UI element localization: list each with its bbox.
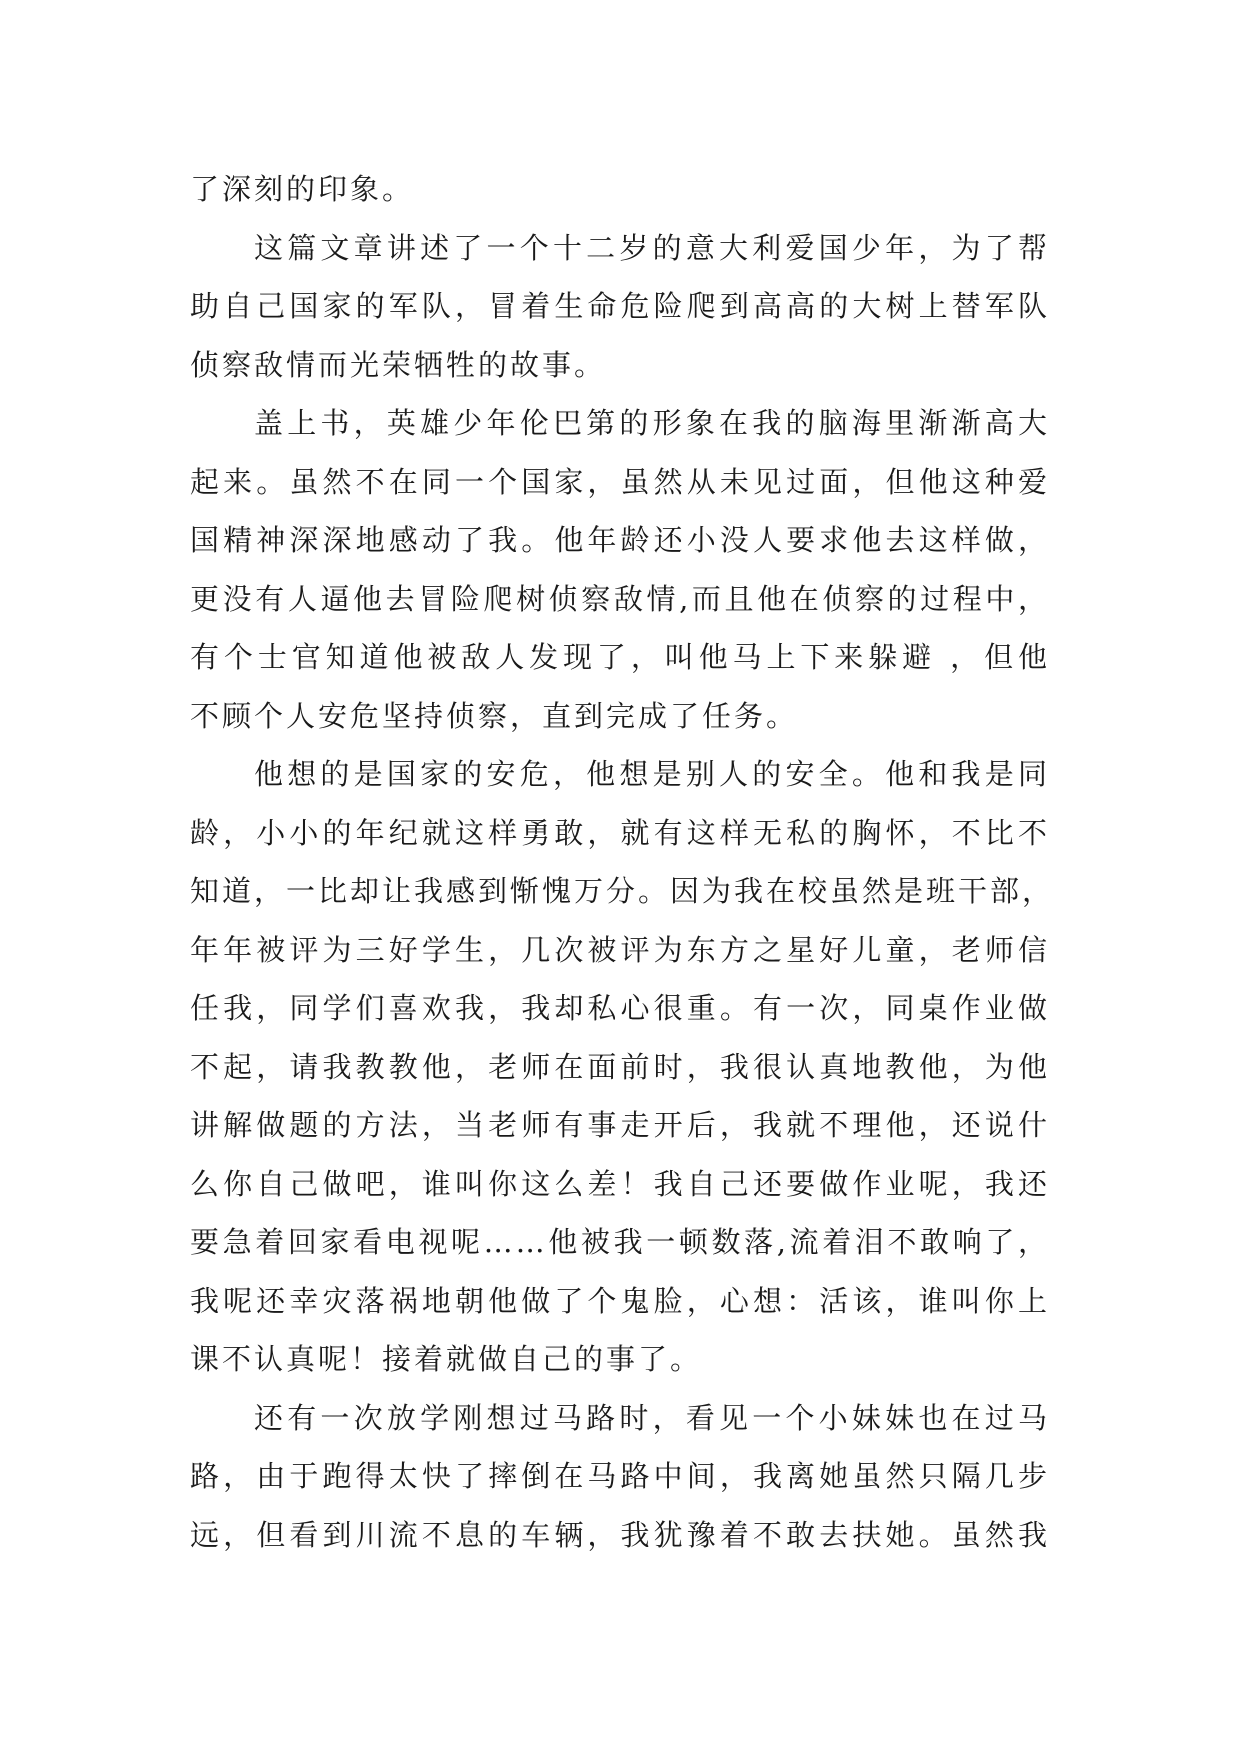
paragraph-line: 不起，请我教教他，老师在面前时，我很认真地教他，为他 [190, 1049, 1050, 1084]
paragraph-line: 我呢还幸灾落祸地朝他做了个鬼脸，心想：活该，谁叫你上 [190, 1283, 1050, 1318]
paragraph-line: 课不认真呢！接着就做自己的事了。 [190, 1342, 703, 1376]
paragraph-line: 知道，一比却让我感到惭愧万分。因为我在校虽然是班干部， [190, 874, 1055, 908]
paragraph-line: 助自己国家的军队，冒着生命危险爬到高高的大树上替军队 [190, 289, 1050, 323]
paragraph [190, 1389, 1050, 1565]
paragraph-line: 还有一次放学刚想过马路时，看见一个小妹妹也在过马 [254, 1400, 1050, 1435]
paragraph-line: 要急着回家看电视呢……他被我一顿数落,流着泪不敢响了， [190, 1225, 1050, 1259]
paragraph-line: 龄，小小的年纪就这样勇敢，就有这样无私的胸怀，不比不 [190, 815, 1050, 850]
paragraph-line: 不顾个人安危坚持侦察，直到完成了任务。 [190, 698, 799, 733]
paragraph-line: 盖上书，英雄少年伦巴第的形象在我的脑海里渐渐高大 [254, 406, 1050, 440]
paragraph-line: 更没有人逼他去冒险爬树侦察敌情,而且他在侦察的过程中， [190, 581, 1050, 616]
paragraph-line: 侦察敌情而光荣牺牲的故事。 [190, 347, 607, 382]
paragraph-line: 年年被评为三好学生，几次被评为东方之星好儿童，老师信 [190, 932, 1050, 967]
paragraph-line: 有个士官知道他被敌人发现了，叫他马上下来躲避 ，但他 [190, 640, 1050, 674]
paragraph [190, 394, 1050, 745]
paragraph-line: 讲解做题的方法，当老师有事走开后，我就不理他，还说什 [190, 1108, 1050, 1142]
paragraph-line: 这篇文章讲述了一个十二岁的意大利爱国少年，为了帮 [254, 230, 1050, 265]
document-body [190, 160, 1055, 1564]
paragraph-line: 了深刻的印象。 [190, 172, 415, 206]
paragraph-line: 他想的是国家的安危，他想是别人的安全。他和我是同 [254, 757, 1050, 791]
paragraph-line: 任我，同学们喜欢我，我却私心很重。有一次，同桌作业做 [190, 991, 1050, 1025]
paragraph-line: 国精神深深地感动了我。他年龄还小没人要求他去这样做， [190, 523, 1050, 557]
paragraph [190, 745, 1055, 1389]
paragraph-line: 起来。虽然不在同一个国家，虽然从未见过面，但他这种爱 [190, 464, 1050, 499]
paragraph-line: 远，但看到川流不息的车辆，我犹豫着不敢去扶她。虽然我 [190, 1517, 1050, 1552]
paragraph [190, 160, 1050, 219]
paragraph-line: 么你自己做吧，谁叫你这么差！我自己还要做作业呢，我还 [190, 1166, 1050, 1201]
paragraph-line: 路，由于跑得太快了摔倒在马路中间，我离她虽然只隔几步 [190, 1459, 1050, 1493]
paragraph [190, 219, 1050, 395]
